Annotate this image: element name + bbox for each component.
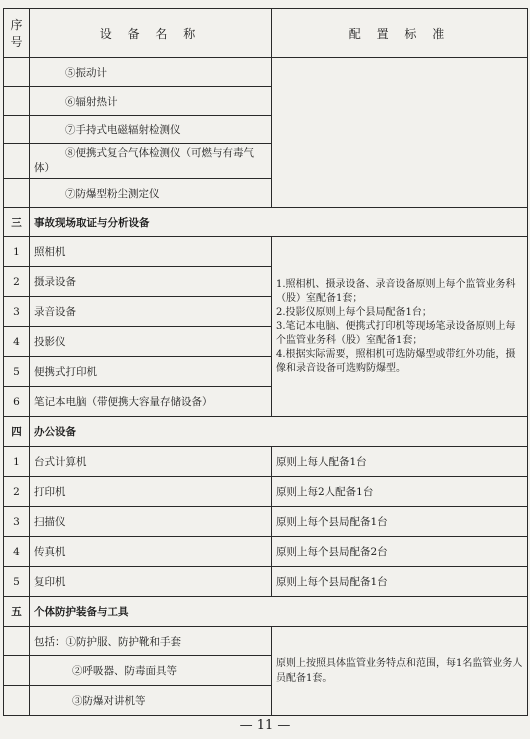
row-no: 3 bbox=[4, 297, 30, 327]
item-name: 照相机 bbox=[30, 237, 272, 267]
header-no: 序号 bbox=[4, 9, 30, 58]
page-number: — 11 — bbox=[239, 718, 291, 733]
item-name: 投影仪 bbox=[30, 327, 272, 357]
standard-line: 3.笔记本电脑、便携式打印机等现场笔录设备原则上每个监管业务科（股）室配备1套； bbox=[276, 320, 516, 346]
standard-cell: 原则上按照具体监管业务特点和范围，每1名监管业务人员配备1套。 bbox=[272, 627, 528, 716]
row-no: 2 bbox=[4, 477, 30, 507]
section-title: 办公设备 bbox=[30, 417, 528, 447]
table-row bbox=[4, 237, 528, 267]
item-name: 台式计算机 bbox=[30, 447, 272, 477]
list-item: ③防爆对讲机等 bbox=[30, 686, 272, 716]
standard-line: 4.根据实际需要，照相机可选防爆型或带红外功能，摄像和录音设备可选购防爆型。 bbox=[276, 348, 516, 374]
row-no: 2 bbox=[4, 267, 30, 297]
item-name: 便携式打印机 bbox=[30, 357, 272, 387]
list-item: ⑦防爆型粉尘测定仪 bbox=[30, 179, 272, 208]
item-name: 笔记本电脑（带便携大容量存储设备） bbox=[30, 387, 272, 417]
row-no: 6 bbox=[4, 387, 30, 417]
table-row bbox=[4, 537, 528, 567]
row-no: 1 bbox=[4, 237, 30, 267]
row-no: 1 bbox=[4, 447, 30, 477]
list-item: ⑥辐射热计 bbox=[30, 87, 272, 116]
row-no: 4 bbox=[4, 537, 30, 567]
list-item: ⑦手持式电磁辐射检测仪 bbox=[30, 116, 272, 144]
standard-cell bbox=[272, 237, 528, 417]
row-no: 5 bbox=[4, 357, 30, 387]
item-standard: 原则上每个县局配备1台 bbox=[272, 507, 528, 537]
item-standard: 原则上每个县局配备2台 bbox=[272, 537, 528, 567]
row-no: 5 bbox=[4, 567, 30, 597]
list-item: ⑤振动计 bbox=[30, 58, 272, 87]
equipment-standard-table bbox=[3, 8, 528, 716]
header-name: 设 备 名 称 bbox=[30, 9, 272, 58]
list-item: ⑧便携式复合气体检测仪（可燃与有毒气体） bbox=[30, 144, 272, 179]
list-item: ②呼吸器、防毒面具等 bbox=[30, 656, 272, 686]
item-name: 录音设备 bbox=[30, 297, 272, 327]
standard-line: 1.照相机、摄录设备、录音设备原则上每个监管业务科（股）室配备1套； bbox=[276, 278, 516, 304]
table-row bbox=[4, 567, 528, 597]
item-standard: 原则上每2人配备1台 bbox=[272, 477, 528, 507]
table-row bbox=[4, 507, 528, 537]
table-row bbox=[4, 477, 528, 507]
table-row bbox=[4, 58, 528, 87]
section-row bbox=[4, 208, 528, 237]
section-no: 三 bbox=[4, 208, 30, 237]
item-name: 传真机 bbox=[30, 537, 272, 567]
section-no: 四 bbox=[4, 417, 30, 447]
section-no: 五 bbox=[4, 597, 30, 627]
list-item: 包括：①防护服、防护靴和手套 bbox=[30, 627, 272, 656]
table-header-row bbox=[4, 9, 528, 58]
header-standard: 配 置 标 准 bbox=[272, 9, 528, 58]
section-title: 个体防护装备与工具 bbox=[30, 597, 528, 627]
item-name: 扫描仪 bbox=[30, 507, 272, 537]
item-name: 复印机 bbox=[30, 567, 272, 597]
standard-line: 2.投影仪原则上每个县局配备1台； bbox=[276, 306, 432, 318]
item-name: 摄录设备 bbox=[30, 267, 272, 297]
row-no: 4 bbox=[4, 327, 30, 357]
section-row bbox=[4, 597, 528, 627]
item-standard: 原则上每人配备1台 bbox=[272, 447, 528, 477]
row-no: 3 bbox=[4, 507, 30, 537]
item-name: 打印机 bbox=[30, 477, 272, 507]
section-title: 事故现场取证与分析设备 bbox=[30, 208, 528, 237]
table-row bbox=[4, 447, 528, 477]
table-row bbox=[4, 627, 528, 656]
section-row bbox=[4, 417, 528, 447]
item-standard: 原则上每个县局配备1台 bbox=[272, 567, 528, 597]
